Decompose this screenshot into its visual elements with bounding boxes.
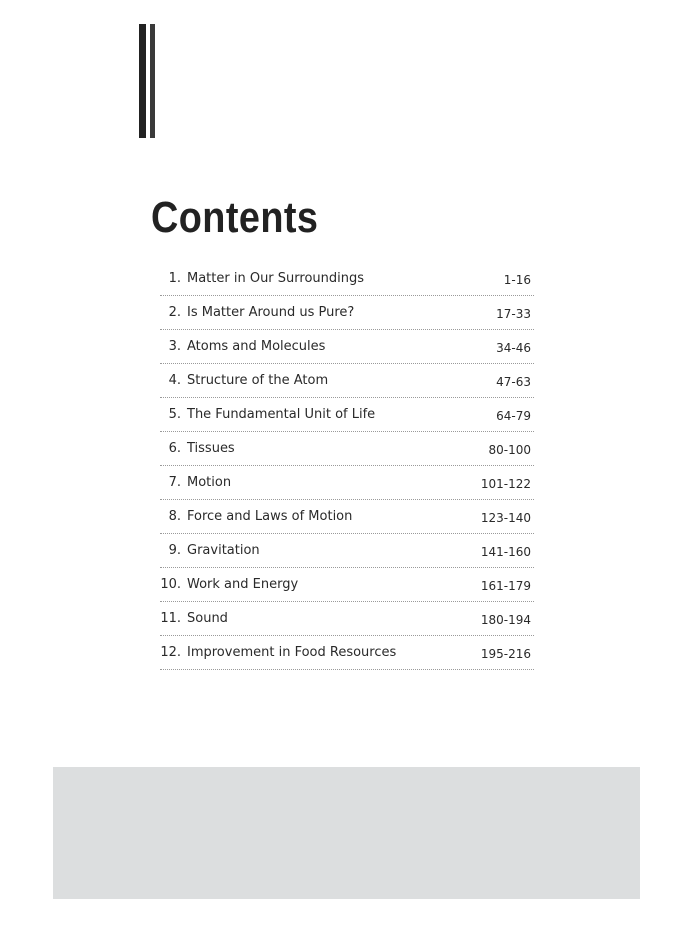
toc-entry[interactable] [160,602,534,636]
chapter-pages: 34-46 [496,341,531,355]
toc-entry[interactable] [160,364,534,398]
toc-entry[interactable] [160,500,534,534]
toc-entry[interactable] [160,534,534,568]
chapter-pages: 1-16 [503,273,531,287]
chapter-pages: 47-63 [496,375,531,389]
chapter-number: 1. [168,271,181,286]
chapter-title: Motion [187,475,232,490]
chapter-title: Force and Laws of Motion [187,509,353,524]
chapter-title: Tissues [187,441,235,456]
chapter-number: 7. [168,475,181,490]
chapter-number: 4. [168,373,181,388]
chapter-number: 8. [168,509,181,524]
chapter-title: Work and Energy [187,577,299,592]
chapter-title: Atoms and Molecules [187,339,326,354]
chapter-number: 6. [168,441,181,456]
chapter-pages: 195-216 [480,647,531,661]
chapter-pages: 64-79 [496,409,531,423]
decorative-bar-thin [150,24,155,138]
toc-entry[interactable] [160,262,534,296]
chapter-number: 10. [160,577,181,592]
chapter-number: 2. [168,305,181,320]
chapter-pages: 180-194 [480,613,531,627]
toc-entry[interactable] [160,432,534,466]
chapter-pages: 80-100 [488,443,531,457]
chapter-number: 12. [160,645,181,660]
chapter-title: The Fundamental Unit of Life [187,407,376,422]
footer-band [53,767,640,899]
chapter-pages: 141-160 [480,545,531,559]
chapter-title: Structure of the Atom [187,373,329,388]
chapter-title: Is Matter Around us Pure? [187,305,355,320]
chapter-number: 9. [168,543,181,558]
toc-entry[interactable] [160,568,534,602]
chapter-number: 11. [160,611,181,626]
toc-entry[interactable] [160,636,534,670]
chapter-pages: 101-122 [480,477,531,491]
toc-entry[interactable] [160,296,534,330]
toc-entry[interactable] [160,398,534,432]
chapter-pages: 17-33 [496,307,531,321]
chapter-title: Matter in Our Surroundings [187,271,365,286]
table-of-contents [160,262,534,670]
chapter-title: Sound [187,611,228,626]
toc-entry[interactable] [160,330,534,364]
decorative-bar-thick [139,24,146,138]
page-title: Contents [151,193,319,242]
toc-entry[interactable] [160,466,534,500]
chapter-number: 5. [168,407,181,422]
chapter-title: Gravitation [187,543,260,558]
chapter-pages: 161-179 [480,579,531,593]
chapter-title: Improvement in Food Resources [187,645,397,660]
chapter-number: 3. [168,339,181,354]
chapter-pages: 123-140 [480,511,531,525]
